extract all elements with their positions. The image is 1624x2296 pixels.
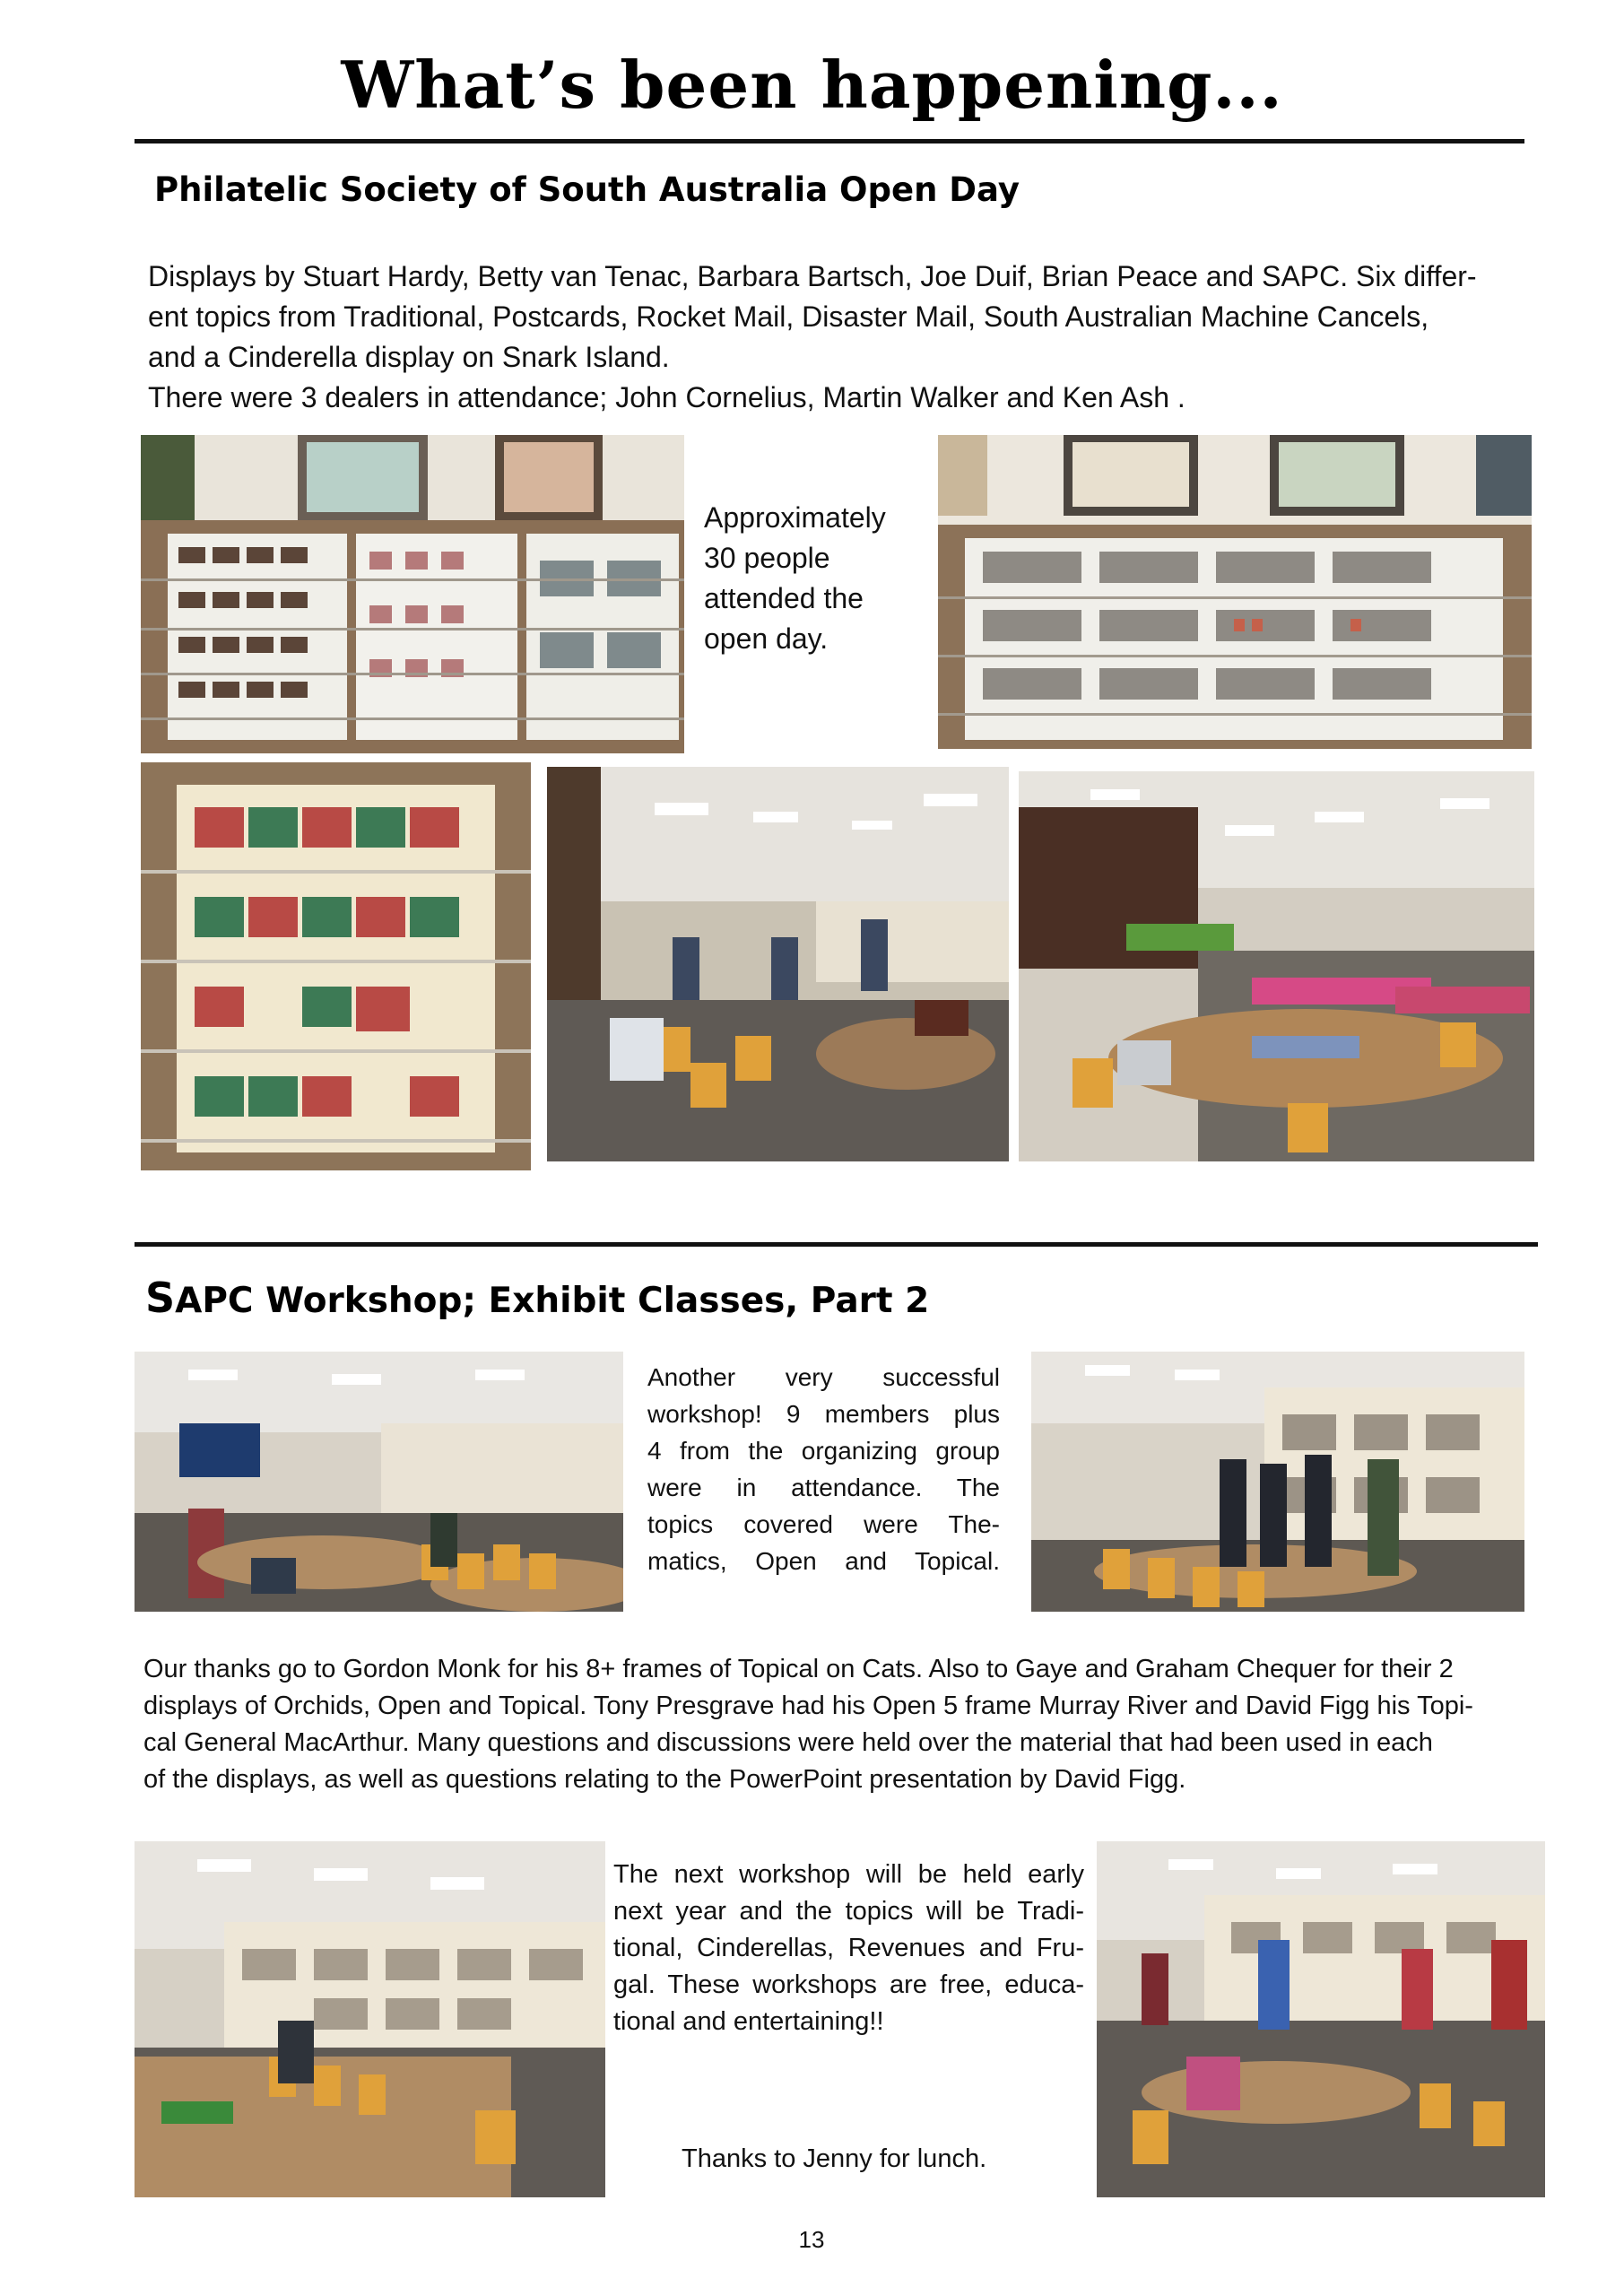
caption-line: open day. <box>704 622 829 655</box>
photo-workshop-hall-long <box>135 1841 605 2197</box>
section1-body-line: Displays by Stuart Hardy, Betty van Tenac, Barbara Bartsch, Joe Duif, Brian Peace and SAPC. Six differ- <box>148 260 1477 292</box>
photo-workshop-presentation <box>135 1352 623 1612</box>
photo-stamp-display-wall-left <box>141 435 684 753</box>
photo-stamp-display-wall-right <box>938 435 1532 749</box>
next-line: next year and the topics will be Tradi- <box>613 1897 1084 1926</box>
next-line: tional, Cinderellas, Revenues and Fru- <box>613 1934 1084 1962</box>
caption-line: workshop! 9 members plus <box>647 1400 1000 1428</box>
section2-heading <box>145 1274 929 1322</box>
caption-line: Approximately <box>704 501 886 534</box>
caption-line: topics covered were The- <box>647 1510 1000 1538</box>
next-line: The next workshop will be held early <box>613 1860 1084 1889</box>
photo-library-hall-tables <box>1019 771 1534 1161</box>
thanks-line: Our thanks go to Gordon Monk for his 8+ frames of Topical on Cats. Also to Gaye and Graham Chequer for their 2 <box>143 1655 1454 1683</box>
caption-line: Another very successful <box>647 1363 1000 1391</box>
next-line: tional and entertaining!! <box>613 2007 884 2036</box>
section2-heading-rest: APC Workshop; Exhibit Classes, Part 2 <box>175 1281 930 1321</box>
caption-line: attended the <box>704 582 864 614</box>
section1-body-line: There were 3 dealers in attendance; John Cornelius, Martin Walker and Ken Ash . <box>148 381 1185 413</box>
caption-line: 30 people <box>704 542 830 574</box>
section1-body <box>148 257 1529 418</box>
thanks-line: displays of Orchids, Open and Topical. Tony Presgrave had his Open 5 frame Murray River and David Figg his Topi- <box>143 1692 1473 1720</box>
caption-line: 4 from the organizing group <box>647 1437 1000 1465</box>
thanks-line: of the displays, as well as questions relating to the PowerPoint presentation by David Figg. <box>143 1765 1186 1794</box>
thanks-line: cal General MacArthur. Many questions and discussions were held over the material that had been used in each <box>143 1728 1433 1757</box>
page-title: What’s been happening... <box>341 47 1283 123</box>
page-number: 13 <box>798 2226 825 2253</box>
next-line: gal. These workshops are free, educa- <box>613 1970 1084 1999</box>
next-workshop-text <box>613 1857 1084 2040</box>
open-day-caption <box>704 498 919 659</box>
photo-stamp-pages-closeup <box>141 762 531 1170</box>
photo-open-day-hall <box>547 767 1009 1161</box>
lunch-thanks: Thanks to Jenny for lunch. <box>682 2144 987 2173</box>
photo-workshop-viewing-frames <box>1031 1352 1524 1612</box>
thanks-paragraph <box>143 1651 1542 1798</box>
section-divider <box>135 1242 1538 1247</box>
caption-line: were in attendance. The <box>647 1474 1000 1501</box>
section1-body-line: ent topics from Traditional, Postcards, Rocket Mail, Disaster Mail, South Australian Machine Cancels, <box>148 300 1429 333</box>
section1-body-line: and a Cinderella display on Snark Island. <box>148 341 670 373</box>
section2-heading-initial: S <box>145 1274 176 1322</box>
workshop-caption <box>647 1359 1000 1579</box>
caption-line: matics, Open and Topical. <box>647 1547 1000 1575</box>
section1-heading: Philatelic Society of South Australia Open Day <box>154 170 1020 209</box>
photo-workshop-hall-group <box>1097 1841 1545 2197</box>
title-divider <box>135 139 1524 144</box>
